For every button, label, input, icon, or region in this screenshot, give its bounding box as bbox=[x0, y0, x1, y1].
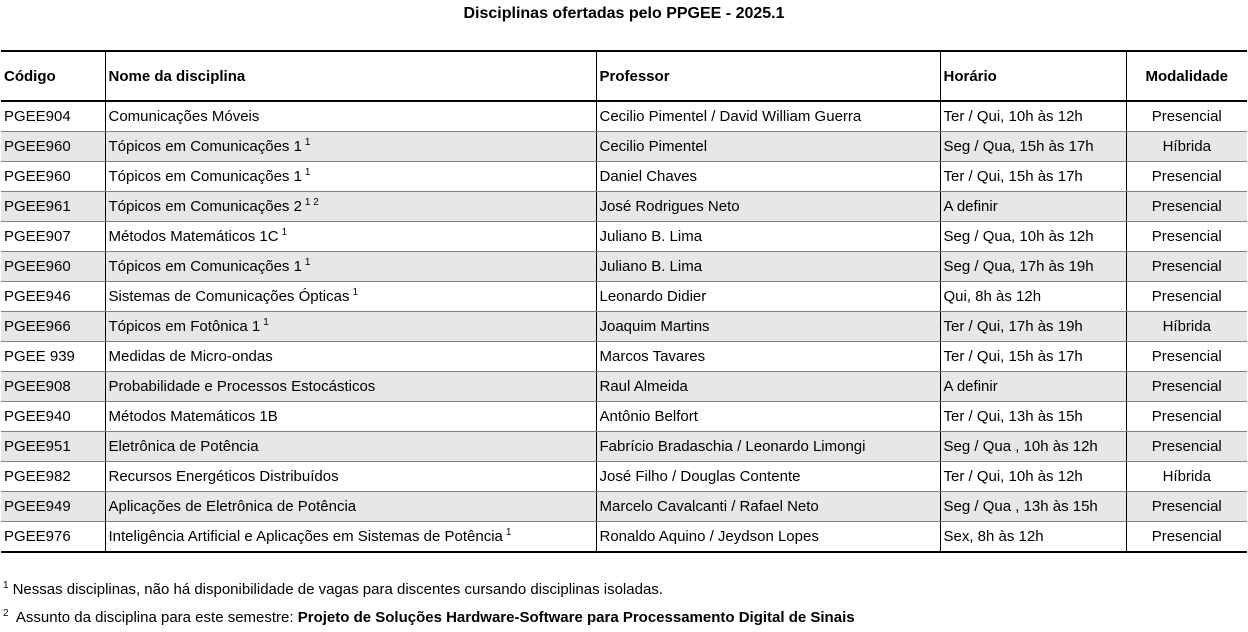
cell-name bbox=[105, 372, 596, 402]
cell-name-text: Sistemas de Comunicações Ópticas bbox=[108, 288, 350, 305]
table-row bbox=[1, 492, 1247, 522]
cell-professor-text: Juliano B. Lima bbox=[599, 228, 703, 245]
cell-schedule bbox=[940, 282, 1126, 312]
cell-professor bbox=[596, 522, 940, 553]
cell-modality bbox=[1126, 462, 1247, 492]
cell-name bbox=[105, 462, 596, 492]
cell-modality bbox=[1126, 522, 1247, 553]
cell-name bbox=[105, 312, 596, 342]
cell-name-text: Tópicos em Comunicações 1 bbox=[108, 258, 302, 275]
cell-code-text: PGEE960 bbox=[4, 258, 71, 275]
cell-schedule bbox=[940, 432, 1126, 462]
cell-name bbox=[105, 522, 596, 553]
cell-professor bbox=[596, 252, 940, 282]
cell-name-text: Probabilidade e Processos Estocásticos bbox=[108, 378, 376, 395]
cell-professor bbox=[596, 192, 940, 222]
cell-name bbox=[105, 222, 596, 252]
cell-code-text: PGEE949 bbox=[4, 498, 71, 515]
cell-name-text: Eletrônica de Potência bbox=[108, 438, 259, 455]
cell-professor bbox=[596, 372, 940, 402]
footnote-1 bbox=[3, 576, 855, 604]
footnote-mark: 1 bbox=[3, 580, 9, 591]
cell-name-text: Métodos Matemáticos 1B bbox=[108, 408, 278, 425]
table-header-row bbox=[1, 51, 1247, 101]
cell-professor-text: Marcelo Cavalcanti / Rafael Neto bbox=[599, 498, 819, 515]
cell-modality bbox=[1126, 432, 1247, 462]
cell-modality-text: Presencial bbox=[1151, 168, 1222, 185]
cell-schedule-text: Qui, 8h às 12h bbox=[943, 288, 1042, 305]
cell-schedule-text: Ter / Qui, 13h às 15h bbox=[943, 408, 1083, 425]
cell-code bbox=[1, 432, 105, 462]
cell-modality bbox=[1126, 372, 1247, 402]
cell-schedule-text: Seg / Qua, 10h às 12h bbox=[943, 228, 1094, 245]
cell-code-text: PGEE946 bbox=[4, 288, 71, 305]
cell-name bbox=[105, 132, 596, 162]
table-row bbox=[1, 462, 1247, 492]
cell-professor bbox=[596, 402, 940, 432]
cell-name-text: Métodos Matemáticos 1C bbox=[108, 228, 279, 245]
cell-schedule bbox=[940, 252, 1126, 282]
footnote-ref: 1 2 bbox=[304, 197, 319, 208]
cell-code-text: PGEE976 bbox=[4, 528, 71, 545]
cell-modality-text: Híbrida bbox=[1162, 138, 1211, 155]
cell-schedule bbox=[940, 101, 1126, 132]
cell-modality bbox=[1126, 162, 1247, 192]
cell-modality-text: Híbrida bbox=[1162, 468, 1211, 485]
cell-name-text: Tópicos em Comunicações 1 bbox=[108, 138, 302, 155]
column-header-name: Nome da disciplina bbox=[105, 51, 596, 101]
cell-name bbox=[105, 162, 596, 192]
cell-code bbox=[1, 101, 105, 132]
cell-professor-text: Marcos Tavares bbox=[599, 348, 706, 365]
cell-professor bbox=[596, 162, 940, 192]
table-row bbox=[1, 252, 1247, 282]
cell-schedule bbox=[940, 492, 1126, 522]
cell-professor-text: Antônio Belfort bbox=[599, 408, 698, 425]
cell-code bbox=[1, 162, 105, 192]
table-row bbox=[1, 192, 1247, 222]
cell-professor-text: Leonardo Didier bbox=[599, 288, 707, 305]
cell-modality-text: Presencial bbox=[1151, 228, 1222, 245]
cell-name-text: Aplicações de Eletrônica de Potência bbox=[108, 498, 357, 515]
cell-name-text: Medidas de Micro-ondas bbox=[108, 348, 273, 365]
cell-schedule bbox=[940, 372, 1126, 402]
footnotes bbox=[3, 576, 855, 632]
table-row bbox=[1, 312, 1247, 342]
footnote-ref: 1 bbox=[352, 287, 358, 298]
cell-schedule-text: Ter / Qui, 17h às 19h bbox=[943, 318, 1083, 335]
cell-name bbox=[105, 282, 596, 312]
cell-modality bbox=[1126, 342, 1247, 372]
cell-schedule bbox=[940, 342, 1126, 372]
cell-modality-text: Presencial bbox=[1151, 528, 1222, 545]
cell-code bbox=[1, 222, 105, 252]
cell-professor bbox=[596, 432, 940, 462]
cell-professor-text: Cecilio Pimentel bbox=[599, 138, 708, 155]
cell-code-text: PGEE966 bbox=[4, 318, 71, 335]
cell-schedule bbox=[940, 192, 1126, 222]
cell-schedule bbox=[940, 522, 1126, 553]
cell-professor-text: Fabrício Bradaschia / Leonardo Limongi bbox=[599, 438, 866, 455]
cell-modality-text: Presencial bbox=[1151, 348, 1222, 365]
cell-modality-text: Presencial bbox=[1151, 108, 1222, 125]
cell-schedule-text: Ter / Qui, 10h às 12h bbox=[943, 468, 1083, 485]
cell-code-text: PGEE907 bbox=[4, 228, 71, 245]
cell-code bbox=[1, 132, 105, 162]
column-header-code: Código bbox=[1, 51, 105, 101]
cell-professor bbox=[596, 462, 940, 492]
footnote-ref: 1 bbox=[304, 257, 311, 268]
cell-code bbox=[1, 192, 105, 222]
cell-name-text: Comunicações Móveis bbox=[108, 108, 260, 125]
cell-code bbox=[1, 252, 105, 282]
cell-modality-text: Presencial bbox=[1151, 438, 1222, 455]
cell-code-text: PGEE908 bbox=[4, 378, 71, 395]
footnote-text: Assunto da disciplina para este semestre: bbox=[15, 609, 294, 626]
cell-name-text: Tópicos em Comunicações 1 bbox=[108, 168, 302, 185]
cell-name-text: Tópicos em Comunicações 2 bbox=[108, 198, 302, 215]
footnote-bold-text: Projeto de Soluções Hardware-Software para Processamento Digital de Sinais bbox=[297, 609, 855, 626]
cell-professor-text: Daniel Chaves bbox=[599, 168, 698, 185]
cell-schedule bbox=[940, 462, 1126, 492]
footnote-ref: 1 bbox=[304, 137, 311, 148]
cell-schedule bbox=[940, 222, 1126, 252]
cell-code bbox=[1, 402, 105, 432]
cell-name bbox=[105, 101, 596, 132]
table-row bbox=[1, 342, 1247, 372]
cell-code bbox=[1, 462, 105, 492]
cell-schedule-text: Sex, 8h às 12h bbox=[943, 528, 1044, 545]
table-row bbox=[1, 282, 1247, 312]
cell-professor-text: Raul Almeida bbox=[599, 378, 688, 395]
cell-schedule-text: Ter / Qui, 10h às 12h bbox=[943, 108, 1083, 125]
cell-code-text: PGEE951 bbox=[4, 438, 71, 455]
cell-modality-text: Presencial bbox=[1151, 408, 1222, 425]
cell-name bbox=[105, 192, 596, 222]
cell-code bbox=[1, 342, 105, 372]
courses-table bbox=[1, 50, 1247, 553]
cell-professor-text: Cecilio Pimentel / David William Guerra bbox=[599, 108, 862, 125]
cell-professor bbox=[596, 312, 940, 342]
cell-code-text: PGEE940 bbox=[4, 408, 71, 425]
cell-modality-text: Presencial bbox=[1151, 198, 1222, 215]
table-row bbox=[1, 402, 1247, 432]
cell-professor-text: Joaquim Martins bbox=[599, 318, 710, 335]
cell-schedule-text: Ter / Qui, 15h às 17h bbox=[943, 168, 1083, 185]
cell-schedule-text: A definir bbox=[943, 378, 998, 395]
cell-professor bbox=[596, 492, 940, 522]
cell-code-text: PGEE904 bbox=[4, 108, 71, 125]
cell-professor bbox=[596, 222, 940, 252]
cell-modality bbox=[1126, 312, 1247, 342]
cell-modality-text: Presencial bbox=[1151, 288, 1222, 305]
cell-code bbox=[1, 372, 105, 402]
cell-code-text: PGEE982 bbox=[4, 468, 71, 485]
cell-modality bbox=[1126, 132, 1247, 162]
cell-modality bbox=[1126, 222, 1247, 252]
table-row bbox=[1, 222, 1247, 252]
cell-code bbox=[1, 522, 105, 553]
cell-schedule-text: Seg / Qua , 13h às 15h bbox=[943, 498, 1098, 515]
cell-modality-text: Híbrida bbox=[1162, 318, 1211, 335]
footnote-ref: 1 bbox=[263, 317, 269, 328]
cell-professor bbox=[596, 282, 940, 312]
table-row bbox=[1, 101, 1247, 132]
table-row bbox=[1, 432, 1247, 462]
cell-name-text: Recursos Energéticos Distribuídos bbox=[108, 468, 339, 485]
cell-schedule-text: Seg / Qua, 17h às 19h bbox=[943, 258, 1094, 275]
cell-modality bbox=[1126, 252, 1247, 282]
cell-modality bbox=[1126, 492, 1247, 522]
cell-code-text: PGEE960 bbox=[4, 138, 71, 155]
cell-professor bbox=[596, 342, 940, 372]
column-header-professor: Professor bbox=[596, 51, 940, 101]
cell-modality-text: Presencial bbox=[1151, 498, 1222, 515]
cell-code bbox=[1, 282, 105, 312]
cell-professor bbox=[596, 132, 940, 162]
cell-professor-text: Ronaldo Aquino / Jeydson Lopes bbox=[599, 528, 819, 545]
cell-schedule bbox=[940, 312, 1126, 342]
cell-code-text: PGEE960 bbox=[4, 168, 71, 185]
cell-professor-text: José Rodrigues Neto bbox=[599, 198, 740, 215]
cell-name bbox=[105, 492, 596, 522]
table-row bbox=[1, 162, 1247, 192]
cell-schedule-text: Seg / Qua , 10h às 12h bbox=[943, 438, 1098, 455]
cell-professor bbox=[596, 101, 940, 132]
cell-name bbox=[105, 342, 596, 372]
footnote-ref: 1 bbox=[281, 227, 288, 238]
cell-modality bbox=[1126, 101, 1247, 132]
cell-modality bbox=[1126, 402, 1247, 432]
cell-schedule-text: Ter / Qui, 15h às 17h bbox=[943, 348, 1083, 365]
cell-code-text: PGEE 939 bbox=[4, 348, 75, 365]
cell-name bbox=[105, 252, 596, 282]
footnote-ref: 1 bbox=[505, 527, 512, 538]
cell-name-text: Tópicos em Fotônica 1 bbox=[108, 318, 261, 335]
table-row bbox=[1, 132, 1247, 162]
column-header-schedule: Horário bbox=[940, 51, 1126, 101]
cell-code bbox=[1, 312, 105, 342]
page-title: Disciplinas ofertadas pelo PPGEE - 2025.1 bbox=[463, 5, 785, 22]
footnote-2 bbox=[3, 604, 855, 632]
cell-name-text: Inteligência Artificial e Aplicações em Sistemas de Potência bbox=[108, 528, 503, 545]
cell-professor-text: Juliano B. Lima bbox=[599, 258, 703, 275]
cell-schedule bbox=[940, 402, 1126, 432]
cell-modality bbox=[1126, 192, 1247, 222]
cell-code bbox=[1, 492, 105, 522]
table-row bbox=[1, 372, 1247, 402]
footnote-ref: 1 bbox=[304, 167, 311, 178]
column-header-modality: Modalidade bbox=[1126, 51, 1247, 101]
cell-schedule-text: A definir bbox=[943, 198, 998, 215]
cell-modality-text: Presencial bbox=[1151, 378, 1222, 395]
footnote-text: Nessas disciplinas, não há disponibilidade de vagas para discentes cursando disciplinas isoladas. bbox=[12, 581, 663, 598]
cell-modality-text: Presencial bbox=[1151, 258, 1222, 275]
footnote-mark: 2 bbox=[3, 608, 9, 619]
cell-schedule bbox=[940, 162, 1126, 192]
cell-code-text: PGEE961 bbox=[4, 198, 71, 215]
cell-name bbox=[105, 402, 596, 432]
cell-schedule bbox=[940, 132, 1126, 162]
cell-professor-text: José Filho / Douglas Contente bbox=[599, 468, 801, 485]
cell-name bbox=[105, 432, 596, 462]
cell-modality bbox=[1126, 282, 1247, 312]
table-row bbox=[1, 522, 1247, 553]
cell-schedule-text: Seg / Qua, 15h às 17h bbox=[943, 138, 1094, 155]
